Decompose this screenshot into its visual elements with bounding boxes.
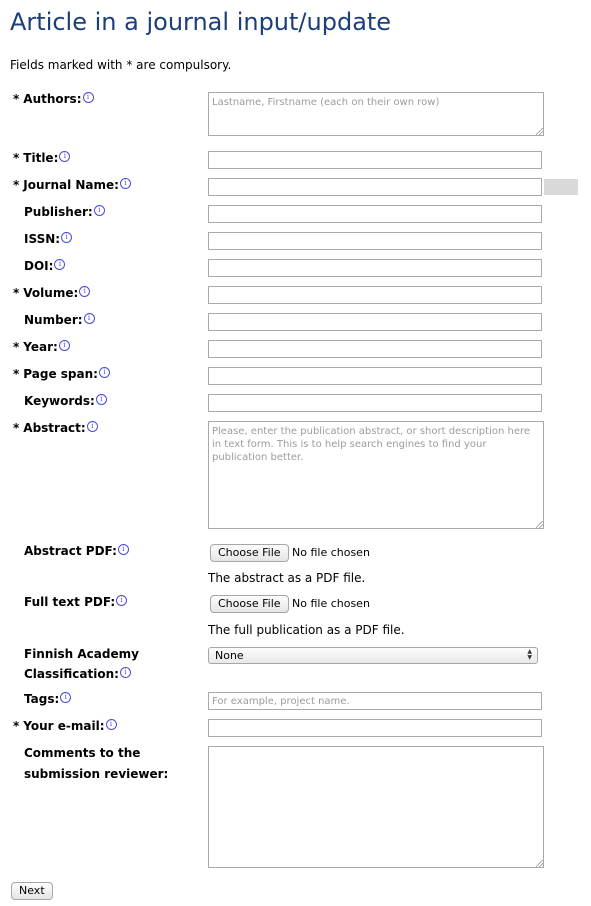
classification-label-line2: Classification: i bbox=[24, 664, 131, 685]
comments-label-line2: submission reviewer: bbox=[24, 767, 169, 781]
year-input[interactable] bbox=[208, 340, 542, 358]
issn-input[interactable] bbox=[208, 232, 542, 250]
abstract-pdf-hint: The abstract as a PDF file. bbox=[208, 571, 366, 585]
info-icon[interactable]: i bbox=[83, 92, 94, 103]
comments-wrapper bbox=[208, 746, 544, 868]
publisher-input[interactable] bbox=[208, 205, 542, 223]
full-text-pdf-choose-file-button[interactable]: Choose File bbox=[210, 595, 289, 613]
classification-select[interactable] bbox=[208, 647, 538, 664]
email-label: * Your e-mail: i bbox=[13, 716, 117, 737]
info-icon[interactable]: i bbox=[61, 232, 72, 243]
full-text-pdf-file-status: No file chosen bbox=[292, 597, 370, 610]
abstract-pdf-choose-file-button[interactable]: Choose File bbox=[210, 544, 289, 562]
page-title: Article in a journal input/update bbox=[10, 8, 392, 36]
info-icon[interactable]: i bbox=[59, 340, 70, 351]
title-label: * Title: i bbox=[13, 148, 70, 169]
authors-wrapper bbox=[208, 92, 544, 136]
compulsory-note: Fields marked with * are compulsory. bbox=[10, 58, 232, 72]
side-tab[interactable] bbox=[544, 179, 578, 195]
number-input[interactable] bbox=[208, 313, 542, 331]
page-span-input[interactable] bbox=[208, 367, 542, 385]
classification-label-line1: Finnish Academy bbox=[24, 647, 139, 661]
comments-textarea[interactable] bbox=[208, 746, 544, 868]
abstract-wrapper bbox=[208, 421, 544, 529]
classification-selected-value: None bbox=[215, 649, 244, 662]
info-icon[interactable]: i bbox=[94, 205, 105, 216]
journal-name-input[interactable] bbox=[208, 178, 542, 196]
abstract-pdf-label: Abstract PDF: i bbox=[24, 541, 129, 562]
tags-input[interactable] bbox=[208, 692, 542, 710]
next-button[interactable]: Next bbox=[11, 882, 53, 900]
publisher-label: Publisher: i bbox=[24, 202, 105, 223]
full-text-pdf-label: Full text PDF: i bbox=[24, 592, 127, 613]
issn-label: ISSN: i bbox=[24, 229, 72, 250]
info-icon[interactable]: i bbox=[118, 544, 129, 555]
info-icon[interactable]: i bbox=[120, 178, 131, 189]
info-icon[interactable]: i bbox=[60, 692, 71, 703]
journal-name-label: * Journal Name: i bbox=[13, 175, 131, 196]
email-input[interactable] bbox=[208, 719, 542, 737]
info-icon[interactable]: i bbox=[99, 367, 110, 378]
info-icon[interactable]: i bbox=[116, 595, 127, 606]
abstract-pdf-file-status: No file chosen bbox=[292, 546, 370, 559]
keywords-label: Keywords: i bbox=[24, 391, 107, 412]
volume-label: * Volume: i bbox=[13, 283, 90, 304]
info-icon[interactable]: i bbox=[54, 259, 65, 270]
doi-input[interactable] bbox=[208, 259, 542, 277]
volume-input[interactable] bbox=[208, 286, 542, 304]
abstract-textarea[interactable] bbox=[208, 421, 544, 529]
comments-label-line1: Comments to the bbox=[24, 746, 141, 760]
title-input[interactable] bbox=[208, 151, 542, 169]
info-icon[interactable]: i bbox=[120, 667, 131, 678]
full-text-pdf-hint: The full publication as a PDF file. bbox=[208, 623, 405, 637]
tags-label: Tags: i bbox=[24, 689, 71, 710]
info-icon[interactable]: i bbox=[87, 421, 98, 432]
info-icon[interactable]: i bbox=[106, 719, 117, 730]
authors-textarea[interactable] bbox=[208, 92, 544, 136]
year-label: * Year: i bbox=[13, 337, 70, 358]
authors-label: * Authors: i bbox=[13, 89, 94, 110]
keywords-input[interactable] bbox=[208, 394, 542, 412]
info-icon[interactable]: i bbox=[96, 394, 107, 405]
info-icon[interactable]: i bbox=[84, 313, 95, 324]
info-icon[interactable]: i bbox=[59, 151, 70, 162]
page-span-label: * Page span: i bbox=[13, 364, 110, 385]
doi-label: DOI: i bbox=[24, 256, 65, 277]
info-icon[interactable]: i bbox=[79, 286, 90, 297]
abstract-label: * Abstract: i bbox=[13, 418, 98, 439]
select-arrows-icon: ▲ ▼ bbox=[527, 648, 532, 661]
number-label: Number: i bbox=[24, 310, 95, 331]
